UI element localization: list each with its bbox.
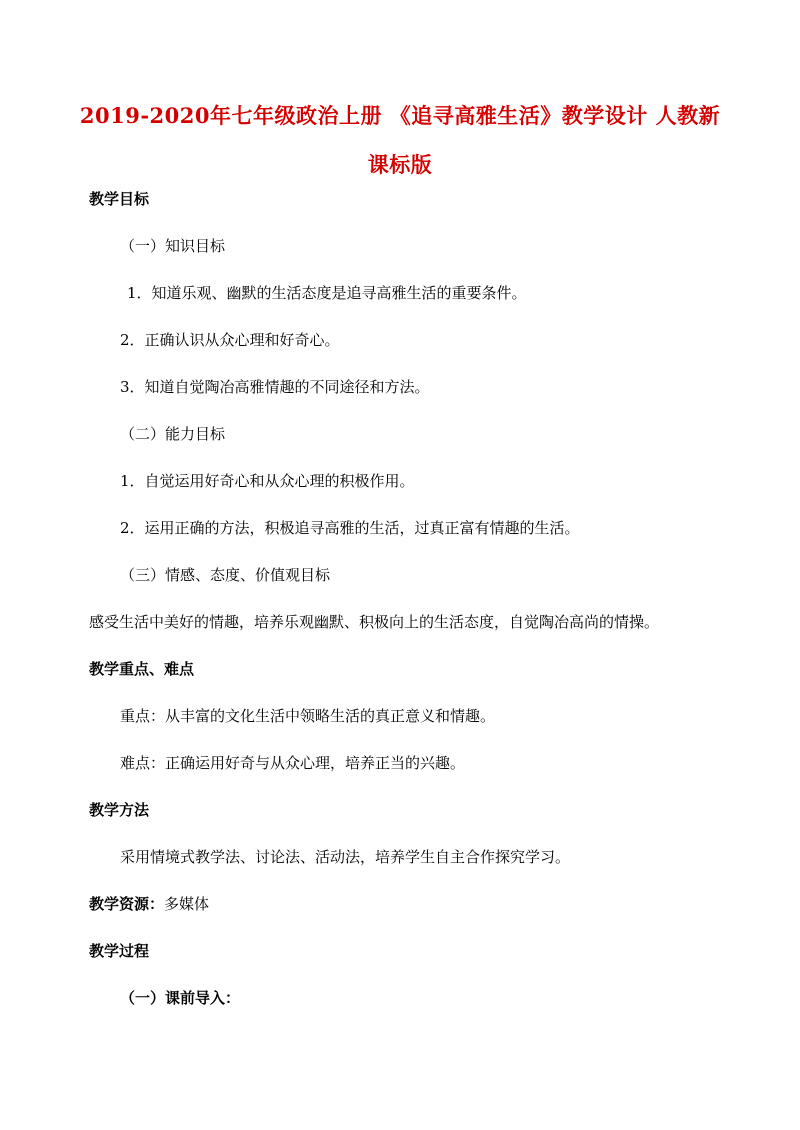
resources-line <box>89 894 209 914</box>
section-heading-objectives: 教学目标 <box>89 190 150 208</box>
subheading-ability-objectives: （二）能力目标 <box>120 425 226 443</box>
ability-item: 2．运用正确的方法，积极追寻高雅的生活，过真正富有情趣的生活。 <box>120 519 580 537</box>
subheading-intro: （一）课前导入： <box>120 989 241 1007</box>
section-heading-method: 教学方法 <box>89 801 150 819</box>
knowledge-item: 2．正确认识从众心理和好奇心。 <box>120 331 340 349</box>
resources-label: 教学资源： <box>89 895 165 913</box>
method-text: 采用情境式教学法、讨论法、活动法，培养学生自主合作探究学习。 <box>120 848 571 866</box>
knowledge-item: 1．知道乐观、幽默的生活态度是追寻高雅生活的重要条件。 <box>127 284 527 302</box>
section-heading-key-points: 教学重点、难点 <box>89 660 195 678</box>
document-title-line-1: 2019-2020年七年级政治上册 《追寻高雅生活》教学设计 人教新 <box>79 103 721 128</box>
emotion-objective-text: 感受生活中美好的情趣，培养乐观幽默、积极向上的生活态度，自觉陶冶高尚的情操。 <box>89 613 660 631</box>
difficult-point-text: 难点：正确运用好奇与从众心理，培养正当的兴趣。 <box>120 754 466 772</box>
knowledge-item: 3．知道自觉陶冶高雅情趣的不同途径和方法。 <box>120 378 430 396</box>
key-point-text: 重点：从丰富的文化生活中领略生活的真正意义和情趣。 <box>120 707 496 725</box>
resources-value: 多媒体 <box>164 895 210 913</box>
subheading-emotion-objectives: （三）情感、态度、价值观目标 <box>120 566 331 584</box>
ability-item: 1．自觉运用好奇心和从众心理的积极作用。 <box>120 472 415 490</box>
section-heading-process: 教学过程 <box>89 942 150 960</box>
subheading-knowledge-objectives: （一）知识目标 <box>120 237 226 255</box>
document-title-line-2: 课标版 <box>367 152 433 177</box>
